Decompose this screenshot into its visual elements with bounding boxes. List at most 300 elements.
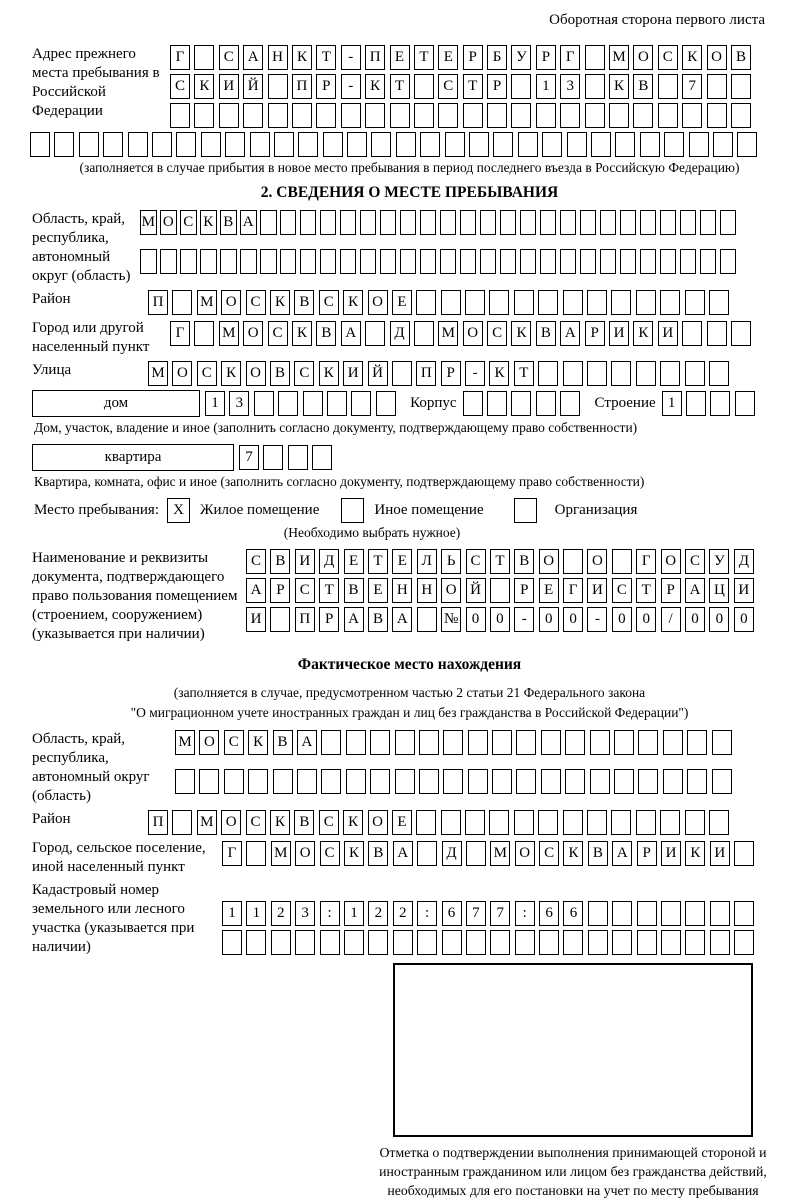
char-cell bbox=[323, 132, 343, 157]
actual-district-label: Район bbox=[32, 811, 71, 827]
char-cell bbox=[395, 730, 415, 755]
actual-location-note-1: (заполняется в случае, предусмотренном частью 2 статьи 21 Федерального закона bbox=[173, 685, 646, 700]
char-cell bbox=[734, 930, 754, 955]
stay-checkbox-other bbox=[341, 498, 364, 523]
char-cell bbox=[731, 103, 751, 128]
char-cell bbox=[611, 810, 631, 835]
char-cell bbox=[396, 132, 416, 157]
char-cell bbox=[79, 132, 99, 157]
char-cell: О bbox=[243, 321, 263, 346]
char-cell bbox=[414, 321, 434, 346]
house-field-box bbox=[32, 390, 200, 417]
street-block bbox=[32, 361, 787, 386]
char-cell bbox=[180, 249, 197, 274]
char-cell bbox=[392, 361, 412, 386]
char-cell bbox=[466, 930, 486, 955]
char-cell: 3 bbox=[229, 391, 249, 416]
char-cell bbox=[712, 769, 732, 794]
prev-address-label: Адрес прежнего места пребывания в Российской Федерации bbox=[32, 46, 160, 119]
char-cell bbox=[312, 445, 332, 470]
cadastre-block bbox=[32, 881, 787, 957]
char-cell bbox=[199, 769, 219, 794]
district-row bbox=[148, 290, 733, 315]
char-cell bbox=[590, 769, 610, 794]
city-label: Город или другой населенный пункт bbox=[32, 320, 150, 355]
char-cell bbox=[638, 730, 658, 755]
char-cell: В bbox=[270, 361, 290, 386]
char-cell: О bbox=[172, 361, 192, 386]
char-cell bbox=[278, 391, 298, 416]
char-cell: С bbox=[487, 321, 507, 346]
char-cell: 7 bbox=[466, 901, 486, 926]
prev-address-row-4 bbox=[30, 132, 787, 157]
char-cell: К bbox=[221, 361, 241, 386]
char-cell: П bbox=[292, 74, 312, 99]
char-cell: Р bbox=[463, 45, 483, 70]
char-cell: 0 bbox=[685, 607, 705, 632]
char-cell: О bbox=[199, 730, 219, 755]
char-cell: Е bbox=[539, 578, 559, 603]
char-cell: С bbox=[438, 74, 458, 99]
char-cell bbox=[346, 769, 366, 794]
char-cell: О bbox=[707, 45, 727, 70]
char-cell bbox=[520, 249, 537, 274]
actual-city-row bbox=[222, 841, 759, 866]
char-cell: К bbox=[292, 321, 312, 346]
char-cell: С bbox=[685, 549, 705, 574]
char-cell bbox=[536, 103, 556, 128]
char-cell bbox=[297, 769, 317, 794]
char-cell bbox=[341, 103, 361, 128]
char-cell: В bbox=[273, 730, 293, 755]
char-cell bbox=[660, 361, 680, 386]
char-cell bbox=[580, 249, 597, 274]
char-cell: С bbox=[268, 321, 288, 346]
char-cell bbox=[580, 210, 597, 235]
char-cell: С bbox=[170, 74, 190, 99]
char-cell: К bbox=[270, 290, 290, 315]
char-cell bbox=[376, 391, 396, 416]
char-cell bbox=[511, 391, 531, 416]
char-cell bbox=[600, 210, 617, 235]
char-cell: 1 bbox=[344, 901, 364, 926]
char-cell bbox=[140, 249, 157, 274]
stay-option-residential: Жилое помещение bbox=[200, 502, 320, 518]
char-cell bbox=[515, 930, 535, 955]
char-cell: И bbox=[343, 361, 363, 386]
char-cell: О bbox=[368, 810, 388, 835]
char-cell: О bbox=[221, 810, 241, 835]
apartment-note: Квартира, комната, офис и иное (заполнить согласно документу, подтверждающему право собственности) bbox=[34, 474, 645, 489]
char-cell: К bbox=[682, 45, 702, 70]
char-cell: А bbox=[392, 607, 412, 632]
char-cell bbox=[417, 607, 437, 632]
char-cell bbox=[351, 391, 371, 416]
char-cell: В bbox=[220, 210, 237, 235]
actual-region-row-1 bbox=[175, 730, 736, 755]
char-cell bbox=[734, 841, 754, 866]
char-cell bbox=[347, 132, 367, 157]
char-cell bbox=[172, 810, 192, 835]
char-cell: У bbox=[709, 549, 729, 574]
char-cell bbox=[288, 445, 308, 470]
char-cell bbox=[365, 103, 385, 128]
char-cell bbox=[636, 290, 656, 315]
actual-city-label: Город, сельское поселение, иной населенный пункт bbox=[32, 840, 206, 875]
char-cell: В bbox=[514, 549, 534, 574]
char-cell bbox=[640, 249, 657, 274]
district-label: Район bbox=[32, 291, 71, 307]
char-cell: О bbox=[587, 549, 607, 574]
char-cell: Р bbox=[487, 74, 507, 99]
char-cell: Т bbox=[463, 74, 483, 99]
stay-type-label: Место пребывания: bbox=[34, 502, 159, 518]
char-cell: Й bbox=[368, 361, 388, 386]
char-cell bbox=[292, 103, 312, 128]
char-cell: А bbox=[612, 841, 632, 866]
prev-address-block bbox=[32, 45, 787, 128]
char-cell bbox=[541, 769, 561, 794]
char-cell bbox=[417, 930, 437, 955]
char-cell: Е bbox=[344, 549, 364, 574]
char-cell bbox=[273, 769, 293, 794]
char-cell: А bbox=[240, 210, 257, 235]
actual-region-label: Область, край, республика, автономный округ (область) bbox=[32, 731, 150, 804]
char-cell bbox=[248, 769, 268, 794]
char-cell bbox=[414, 74, 434, 99]
char-cell: М bbox=[175, 730, 195, 755]
char-cell bbox=[560, 249, 577, 274]
char-cell: Г bbox=[222, 841, 242, 866]
char-cell bbox=[612, 901, 632, 926]
char-cell bbox=[585, 74, 605, 99]
char-cell bbox=[340, 249, 357, 274]
char-cell: Т bbox=[390, 74, 410, 99]
char-cell bbox=[541, 730, 561, 755]
char-cell bbox=[419, 769, 439, 794]
char-cell: Т bbox=[490, 549, 510, 574]
char-cell bbox=[661, 901, 681, 926]
char-cell: Н bbox=[417, 578, 437, 603]
char-cell bbox=[370, 769, 390, 794]
char-cell bbox=[615, 132, 635, 157]
char-cell bbox=[489, 810, 509, 835]
char-cell bbox=[465, 290, 485, 315]
char-cell: Н bbox=[268, 45, 288, 70]
char-cell bbox=[344, 930, 364, 955]
char-cell bbox=[587, 810, 607, 835]
char-cell: О bbox=[295, 841, 315, 866]
char-cell bbox=[614, 769, 634, 794]
char-cell: Р bbox=[536, 45, 556, 70]
char-cell bbox=[493, 132, 513, 157]
street-row bbox=[148, 361, 733, 386]
char-cell: / bbox=[661, 607, 681, 632]
char-cell bbox=[686, 391, 706, 416]
char-cell bbox=[661, 930, 681, 955]
char-cell: Й bbox=[466, 578, 486, 603]
char-cell bbox=[380, 210, 397, 235]
char-cell bbox=[492, 730, 512, 755]
char-cell: К bbox=[489, 361, 509, 386]
char-cell: А bbox=[297, 730, 317, 755]
char-cell bbox=[720, 249, 737, 274]
actual-city-block bbox=[32, 839, 787, 877]
char-cell bbox=[274, 132, 294, 157]
confirmation-mark-box bbox=[393, 963, 753, 1137]
char-cell bbox=[682, 103, 702, 128]
char-cell bbox=[316, 103, 336, 128]
char-cell: А bbox=[341, 321, 361, 346]
char-cell: - bbox=[341, 45, 361, 70]
char-cell bbox=[194, 103, 214, 128]
char-cell: С bbox=[319, 290, 339, 315]
char-cell bbox=[687, 769, 707, 794]
char-cell: В bbox=[294, 290, 314, 315]
char-cell bbox=[246, 841, 266, 866]
stay-option-other: Иное помещение bbox=[374, 502, 484, 518]
apartment-cells bbox=[239, 445, 337, 470]
char-cell bbox=[636, 361, 656, 386]
char-cell: М bbox=[148, 361, 168, 386]
char-cell: М bbox=[271, 841, 291, 866]
prev-address-row-2 bbox=[170, 74, 755, 99]
char-cell bbox=[224, 769, 244, 794]
char-cell bbox=[160, 249, 177, 274]
char-cell bbox=[637, 901, 657, 926]
char-cell bbox=[638, 769, 658, 794]
char-cell bbox=[735, 391, 755, 416]
char-cell: М bbox=[197, 290, 217, 315]
stay-note: (Необходимо выбрать нужное) bbox=[283, 525, 461, 540]
char-cell bbox=[460, 249, 477, 274]
char-cell bbox=[734, 901, 754, 926]
document-row-3 bbox=[246, 607, 758, 632]
char-cell bbox=[712, 730, 732, 755]
char-cell bbox=[707, 103, 727, 128]
char-cell bbox=[713, 132, 733, 157]
char-cell: С bbox=[295, 578, 315, 603]
stroenie-label: Строение bbox=[594, 395, 656, 411]
region-row-2 bbox=[140, 249, 740, 274]
char-cell bbox=[260, 210, 277, 235]
char-cell bbox=[280, 249, 297, 274]
stay-type-block bbox=[34, 498, 787, 523]
char-cell: Н bbox=[392, 578, 412, 603]
prev-address-row-1 bbox=[170, 45, 755, 70]
char-cell: 3 bbox=[560, 74, 580, 99]
char-cell bbox=[560, 103, 580, 128]
char-cell bbox=[298, 132, 318, 157]
char-cell: В bbox=[588, 841, 608, 866]
char-cell bbox=[636, 810, 656, 835]
char-cell bbox=[590, 730, 610, 755]
char-cell bbox=[565, 769, 585, 794]
char-cell bbox=[637, 930, 657, 955]
char-cell: Д bbox=[390, 321, 410, 346]
char-cell: С bbox=[246, 810, 266, 835]
char-cell: Т bbox=[316, 45, 336, 70]
char-cell bbox=[612, 930, 632, 955]
char-cell bbox=[468, 769, 488, 794]
char-cell: - bbox=[341, 74, 361, 99]
char-cell bbox=[538, 290, 558, 315]
char-cell bbox=[680, 249, 697, 274]
char-cell bbox=[700, 249, 717, 274]
char-cell bbox=[443, 769, 463, 794]
char-cell: С bbox=[224, 730, 244, 755]
char-cell bbox=[689, 132, 709, 157]
char-cell: К bbox=[200, 210, 217, 235]
char-cell: Р bbox=[441, 361, 461, 386]
char-cell: К bbox=[194, 74, 214, 99]
char-cell: : bbox=[417, 901, 437, 926]
char-cell bbox=[611, 290, 631, 315]
char-cell: И bbox=[219, 74, 239, 99]
char-cell: Е bbox=[392, 290, 412, 315]
char-cell bbox=[516, 730, 536, 755]
char-cell: О bbox=[441, 578, 461, 603]
char-cell bbox=[660, 290, 680, 315]
char-cell bbox=[201, 132, 221, 157]
char-cell: М bbox=[140, 210, 157, 235]
char-cell bbox=[128, 132, 148, 157]
char-cell: М bbox=[490, 841, 510, 866]
char-cell: Т bbox=[514, 361, 534, 386]
char-cell bbox=[567, 132, 587, 157]
char-cell: А bbox=[560, 321, 580, 346]
char-cell: : bbox=[320, 901, 340, 926]
char-cell: В bbox=[270, 549, 290, 574]
char-cell: В bbox=[731, 45, 751, 70]
char-cell bbox=[103, 132, 123, 157]
char-cell bbox=[420, 249, 437, 274]
char-cell bbox=[560, 391, 580, 416]
char-cell: М bbox=[438, 321, 458, 346]
char-cell bbox=[710, 391, 730, 416]
char-cell bbox=[518, 132, 538, 157]
actual-location-title: Фактическое место нахождения bbox=[297, 656, 522, 673]
char-cell: 7 bbox=[239, 445, 259, 470]
house-number-cells bbox=[205, 391, 400, 416]
char-cell bbox=[300, 249, 317, 274]
confirmation-mark-note: Отметка о подтверждении выполнения принимающей стороной и иностранным гражданином или лицом без гражданства действий, необходимых для его постановки на учет по месту пребывания bbox=[379, 1145, 767, 1198]
char-cell bbox=[658, 74, 678, 99]
char-cell: Т bbox=[636, 578, 656, 603]
char-cell: П bbox=[365, 45, 385, 70]
char-cell bbox=[709, 361, 729, 386]
char-cell bbox=[710, 930, 730, 955]
char-cell bbox=[663, 769, 683, 794]
char-cell bbox=[540, 249, 557, 274]
char-cell bbox=[468, 730, 488, 755]
char-cell bbox=[365, 321, 385, 346]
char-cell bbox=[737, 132, 757, 157]
char-cell: И bbox=[661, 841, 681, 866]
char-cell: № bbox=[441, 607, 461, 632]
char-cell bbox=[707, 321, 727, 346]
char-cell bbox=[487, 391, 507, 416]
char-cell: В bbox=[536, 321, 556, 346]
char-cell bbox=[320, 930, 340, 955]
char-cell bbox=[516, 769, 536, 794]
char-cell: П bbox=[416, 361, 436, 386]
char-cell: Р bbox=[514, 578, 534, 603]
char-cell bbox=[346, 730, 366, 755]
char-cell: М bbox=[197, 810, 217, 835]
char-cell: К bbox=[344, 841, 364, 866]
char-cell: Р bbox=[661, 578, 681, 603]
char-cell: Ц bbox=[709, 578, 729, 603]
char-cell bbox=[280, 210, 297, 235]
char-cell: - bbox=[465, 361, 485, 386]
char-cell bbox=[633, 103, 653, 128]
actual-region-block bbox=[32, 730, 787, 806]
char-cell: М bbox=[219, 321, 239, 346]
char-cell bbox=[588, 901, 608, 926]
korpus-label: Корпус bbox=[410, 395, 457, 411]
char-cell bbox=[420, 132, 440, 157]
char-cell: К bbox=[633, 321, 653, 346]
char-cell: Д bbox=[442, 841, 462, 866]
char-cell bbox=[585, 45, 605, 70]
char-cell: Е bbox=[368, 578, 388, 603]
char-cell bbox=[400, 249, 417, 274]
char-cell: О bbox=[246, 361, 266, 386]
char-cell bbox=[620, 249, 637, 274]
stay-checkbox-residential: X bbox=[167, 498, 190, 523]
char-cell: 6 bbox=[563, 901, 583, 926]
char-cell: К bbox=[248, 730, 268, 755]
char-cell: Р bbox=[270, 578, 290, 603]
char-cell: А bbox=[344, 607, 364, 632]
apartment-field-box bbox=[32, 444, 234, 471]
char-cell: С bbox=[539, 841, 559, 866]
char-cell bbox=[371, 132, 391, 157]
char-cell: 1 bbox=[205, 391, 225, 416]
char-cell bbox=[246, 930, 266, 955]
char-cell bbox=[220, 249, 237, 274]
char-cell: И bbox=[734, 578, 754, 603]
char-cell: О bbox=[661, 549, 681, 574]
char-cell bbox=[500, 210, 517, 235]
char-cell bbox=[709, 290, 729, 315]
char-cell: 7 bbox=[682, 74, 702, 99]
char-cell: В bbox=[344, 578, 364, 603]
char-cell: 0 bbox=[612, 607, 632, 632]
char-cell: А bbox=[393, 841, 413, 866]
char-cell: Г bbox=[170, 321, 190, 346]
char-cell: И bbox=[587, 578, 607, 603]
char-cell bbox=[393, 930, 413, 955]
stay-option-organization: Организация bbox=[554, 502, 638, 518]
char-cell bbox=[700, 210, 717, 235]
char-cell bbox=[466, 841, 486, 866]
char-cell: И bbox=[658, 321, 678, 346]
char-cell: - bbox=[587, 607, 607, 632]
char-cell: И bbox=[710, 841, 730, 866]
char-cell bbox=[687, 730, 707, 755]
char-cell: Д bbox=[319, 549, 339, 574]
char-cell: Г bbox=[563, 578, 583, 603]
char-cell bbox=[219, 103, 239, 128]
city-block bbox=[32, 319, 787, 357]
char-cell bbox=[585, 103, 605, 128]
char-cell: 2 bbox=[271, 901, 291, 926]
char-cell: 0 bbox=[563, 607, 583, 632]
char-cell: А bbox=[243, 45, 263, 70]
document-row-1 bbox=[246, 549, 758, 574]
